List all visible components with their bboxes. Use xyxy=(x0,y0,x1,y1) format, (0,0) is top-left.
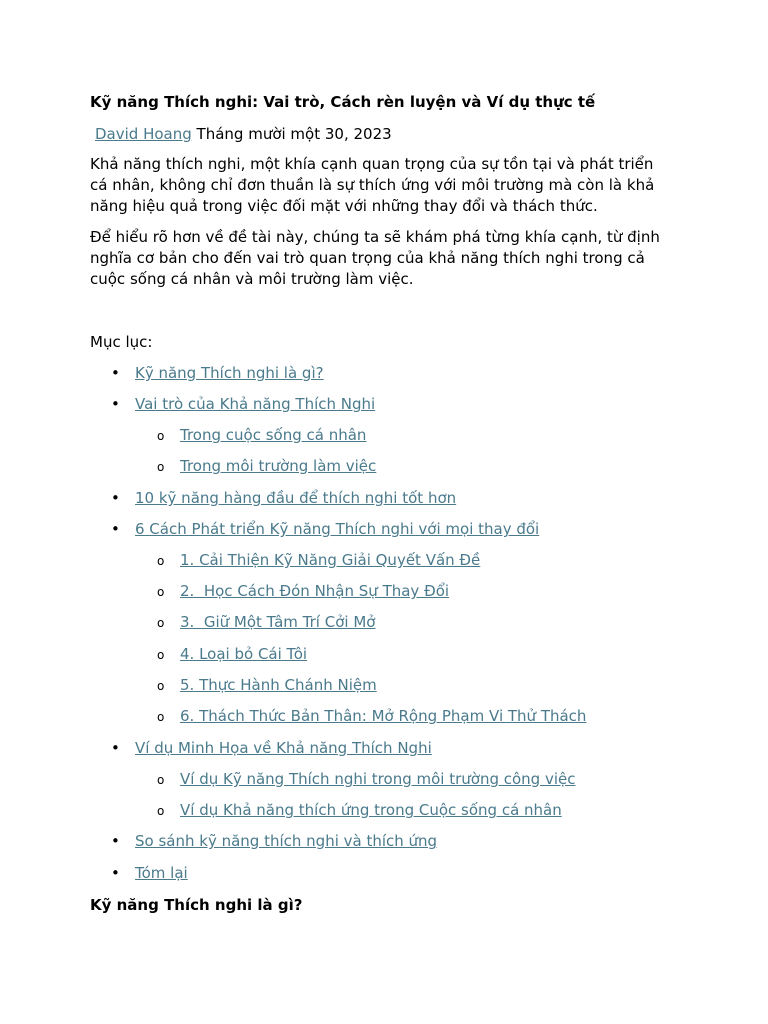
toc-item xyxy=(157,425,367,445)
article-title: Kỹ năng Thích nghi: Vai trò, Cách rèn luyện và Ví dụ thực tế xyxy=(90,93,596,111)
circle-bullet-icon: o xyxy=(157,429,165,443)
circle-bullet-icon: o xyxy=(157,554,165,568)
intro-paragraph-2: Để hiểu rõ hơn về đề tài này, chúng ta sẽ khám phá từng khía cạnh, từ định nghĩa cơ bản cho đến vai trò quan trọng của khả năng thích nghi trong cả cuộc sống cá nhân và môi trường làm việc. xyxy=(90,228,660,288)
toc-link[interactable]: Kỹ năng Thích nghi là gì? xyxy=(135,364,324,382)
toc-link[interactable]: 4. Loại bỏ Cái Tôi xyxy=(180,645,308,663)
toc-link[interactable]: So sánh kỹ năng thích nghi và thích ứng xyxy=(135,832,438,850)
bullet-icon: • xyxy=(111,864,120,882)
toc-item xyxy=(111,488,457,508)
circle-bullet-icon: o xyxy=(157,585,165,599)
publish-date: Tháng mười một 30, 2023 xyxy=(196,125,392,143)
toc-item xyxy=(111,863,188,883)
toc-link[interactable]: Ví dụ Kỹ năng Thích nghi trong môi trường công việc xyxy=(180,770,576,788)
toc-label: Mục lục: xyxy=(90,333,153,351)
circle-bullet-icon: o xyxy=(157,773,165,787)
bullet-icon: • xyxy=(111,832,120,850)
toc-item xyxy=(157,769,576,789)
circle-bullet-icon: o xyxy=(157,616,165,630)
toc-item xyxy=(157,706,587,726)
toc-item xyxy=(111,363,324,383)
toc-link[interactable]: Vai trò của Khả năng Thích Nghi xyxy=(135,395,376,413)
circle-bullet-icon: o xyxy=(157,710,165,724)
toc-link[interactable]: 1. Cải Thiện Kỹ Năng Giải Quyết Vấn Đề xyxy=(180,551,481,569)
toc-link[interactable]: Trong cuộc sống cá nhân xyxy=(180,426,367,444)
section-heading: Kỹ năng Thích nghi là gì? xyxy=(90,896,303,914)
toc-item xyxy=(157,675,377,695)
bullet-icon: • xyxy=(111,739,120,757)
toc-link[interactable]: 6 Cách Phát triển Kỹ năng Thích nghi với mọi thay đổi xyxy=(135,520,540,538)
toc-item xyxy=(157,800,562,820)
toc-item xyxy=(157,456,377,476)
bullet-icon: • xyxy=(111,395,120,413)
toc-link[interactable]: 6. Thách Thức Bản Thân: Mở Rộng Phạm Vi Thử Thách xyxy=(180,707,587,725)
article-meta xyxy=(90,124,392,144)
bullet-icon: • xyxy=(111,489,120,507)
circle-bullet-icon: o xyxy=(157,679,165,693)
circle-bullet-icon: o xyxy=(157,460,165,474)
toc-link[interactable]: 10 kỹ năng hàng đầu để thích nghi tốt hơn xyxy=(135,489,457,507)
toc-link[interactable]: 2. Học Cách Đón Nhận Sự Thay Đổi xyxy=(180,582,450,600)
toc-item xyxy=(157,550,481,570)
toc-item xyxy=(111,738,432,758)
toc-item xyxy=(111,519,540,539)
bullet-icon: • xyxy=(111,520,120,538)
toc-item xyxy=(111,831,438,851)
toc-link[interactable]: Ví dụ Khả năng thích ứng trong Cuộc sống cá nhân xyxy=(180,801,562,819)
toc-item xyxy=(157,612,376,632)
toc-link[interactable]: 3. Giữ Một Tâm Trí Cởi Mở xyxy=(180,613,376,631)
toc-item xyxy=(157,644,308,664)
intro-paragraph-1: Khả năng thích nghi, một khía cạnh quan trọng của sự tồn tại và phát triển cá nhân, không chỉ đơn thuần là sự thích ứng với môi trường mà còn là khả năng hiệu quả trong việc đối mặt với những thay đổi và thách thức. xyxy=(90,155,655,215)
toc-link[interactable]: 5. Thực Hành Chánh Niệm xyxy=(180,676,377,694)
toc-item xyxy=(111,394,376,414)
toc-link[interactable]: Tóm lại xyxy=(135,864,188,882)
toc-link[interactable]: Trong môi trường làm việc xyxy=(180,457,377,475)
toc-link[interactable]: Ví dụ Minh Họa về Khả năng Thích Nghi xyxy=(135,739,432,757)
toc-item xyxy=(157,581,450,601)
circle-bullet-icon: o xyxy=(157,804,165,818)
author-link[interactable]: David Hoang xyxy=(95,125,192,143)
bullet-icon: • xyxy=(111,364,120,382)
circle-bullet-icon: o xyxy=(157,648,165,662)
